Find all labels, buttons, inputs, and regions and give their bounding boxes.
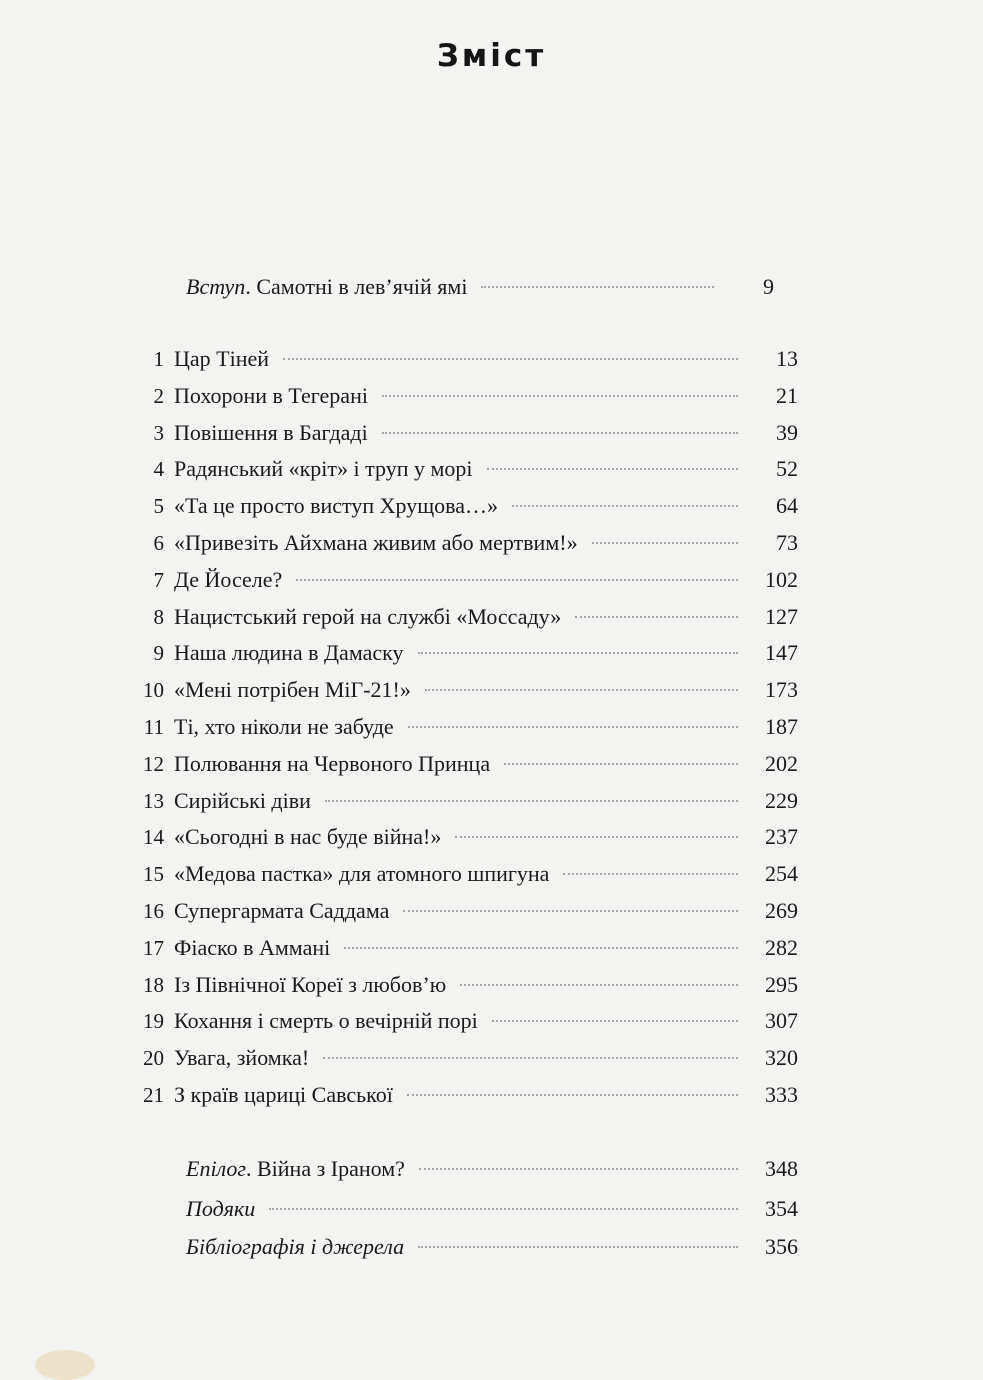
toc-entry-chapter[interactable] <box>136 749 798 779</box>
chapter-page-number: 269 <box>765 898 798 923</box>
toc-entry-back-matter[interactable] <box>148 1154 798 1184</box>
back-matter-page-number: 354 <box>765 1196 798 1221</box>
chapter-number: 9 <box>153 641 164 666</box>
dot-leader <box>418 1246 738 1248</box>
chapter-title: Цар Тіней <box>174 346 270 371</box>
toc-entry-chapter[interactable] <box>136 602 798 632</box>
chapter-page-number: 295 <box>765 971 798 997</box>
chapter-number: 2 <box>153 383 164 408</box>
chapter-page-number: 254 <box>765 861 798 887</box>
dot-leader <box>460 984 738 986</box>
chapter-number: 14 <box>143 825 164 850</box>
chapter-title: Нацистський герой на службі «Моссаду» <box>174 603 562 629</box>
toc-entry-back-matter[interactable] <box>148 1194 798 1224</box>
chapter-number: 1 <box>153 347 164 371</box>
toc-entry-back-matter[interactable] <box>148 1232 798 1262</box>
dot-leader <box>425 689 738 691</box>
chapter-number: 16 <box>143 899 164 923</box>
chapter-page-number: 102 <box>765 566 798 592</box>
dot-leader <box>504 763 738 765</box>
toc-entry-chapter[interactable] <box>136 381 798 411</box>
toc-entry-chapter[interactable] <box>136 859 798 889</box>
toc-entry-chapter[interactable] <box>136 344 798 374</box>
toc-entry-chapter[interactable] <box>136 1080 798 1110</box>
chapter-number: 3 <box>153 420 164 445</box>
dot-leader <box>408 726 738 728</box>
chapter-title: Увага, зйомка! <box>174 1045 310 1071</box>
chapter-title: Наша людина в Дамаску <box>174 640 404 666</box>
toc-entry-chapter[interactable] <box>136 528 798 558</box>
chapter-page-number: 39 <box>776 419 798 445</box>
back-matter-page-number: 348 <box>765 1156 798 1181</box>
dot-leader <box>382 395 738 397</box>
chapter-number: 15 <box>143 862 164 887</box>
chapter-number: 4 <box>153 457 164 482</box>
toc-entry-chapter[interactable] <box>136 1006 798 1036</box>
toc-entry-chapter[interactable] <box>136 638 798 668</box>
dot-leader <box>563 873 738 875</box>
back-matter-page-number: 356 <box>765 1234 798 1259</box>
chapter-number: 13 <box>143 788 164 813</box>
chapter-page-number: 187 <box>765 714 798 739</box>
chapter-page-number: 202 <box>765 750 798 776</box>
chapter-number: 21 <box>143 1083 164 1107</box>
chapter-page-number: 320 <box>765 1045 798 1071</box>
chapter-title: «Та це просто виступ Хрущова…» <box>174 493 499 519</box>
dot-leader <box>269 1208 738 1210</box>
chapter-title: Супергармата Саддама <box>174 898 390 923</box>
chapter-page-number: 13 <box>776 346 798 371</box>
chapter-number: 5 <box>153 494 164 519</box>
dot-leader <box>481 286 714 288</box>
dot-leader <box>403 910 738 912</box>
page-corner-stain <box>35 1350 95 1380</box>
toc-entry-chapter[interactable] <box>136 786 798 816</box>
chapter-number: 8 <box>153 604 164 629</box>
chapter-title: Кохання і смерть о вечірній порі <box>174 1008 478 1034</box>
dot-leader <box>512 505 738 507</box>
chapter-title: «Привезіть Айхмана живим або мертвим!» <box>174 530 578 555</box>
chapter-page-number: 64 <box>776 493 798 519</box>
chapter-title: Повішення в Багдаді <box>174 419 368 445</box>
toc-entry-chapter[interactable] <box>136 418 798 448</box>
toc-entry-chapter[interactable] <box>136 565 798 595</box>
chapter-title: Фіаско в Аммані <box>174 934 331 960</box>
intro-label: . Самотні в лев’ячій ямі <box>245 274 468 299</box>
chapter-page-number: 147 <box>765 640 798 666</box>
chapter-title: З країв цариці Савської <box>174 1082 393 1107</box>
toc-entry-chapter[interactable] <box>136 491 798 521</box>
dot-leader <box>418 652 739 654</box>
chapter-title: Полювання на Червоного Принца <box>174 750 491 776</box>
toc-entry-chapter[interactable] <box>136 970 798 1000</box>
page-title: Зміст <box>436 38 547 74</box>
dot-leader <box>575 616 738 618</box>
dot-leader <box>592 542 738 544</box>
chapter-page-number: 333 <box>765 1082 798 1107</box>
chapter-page-number: 237 <box>765 824 798 850</box>
chapter-page-number: 73 <box>776 530 798 555</box>
chapter-title: «Медова пастка» для атомного шпигуна <box>174 861 550 887</box>
chapter-page-number: 282 <box>765 934 798 960</box>
dot-leader <box>419 1168 738 1170</box>
toc-entry-chapter[interactable] <box>136 454 798 484</box>
dot-leader <box>492 1020 738 1022</box>
dot-leader <box>455 836 738 838</box>
chapter-number: 10 <box>143 678 164 703</box>
dot-leader <box>283 358 738 360</box>
chapter-title: «Мені потрібен МіГ-21!» <box>174 677 411 703</box>
back-matter-italic: Подяки <box>186 1196 256 1221</box>
chapter-number: 20 <box>143 1046 164 1071</box>
toc-entry-chapter[interactable] <box>136 712 798 742</box>
toc-entry-chapter[interactable] <box>136 822 798 852</box>
chapter-number: 19 <box>143 1009 164 1034</box>
chapter-title: Похорони в Тегерані <box>174 382 368 408</box>
dot-leader <box>296 579 738 581</box>
back-matter-italic: Епілог <box>186 1156 246 1181</box>
chapter-title: Радянський «кріт» і труп у морі <box>174 456 473 482</box>
chapter-number: 18 <box>143 972 164 997</box>
chapter-page-number: 229 <box>765 787 798 813</box>
chapter-title: «Сьогодні в нас буде війна!» <box>174 824 442 850</box>
chapter-page-number: 52 <box>776 456 798 482</box>
chapter-title: Ті, хто ніколи не забуде <box>174 714 394 739</box>
dot-leader <box>382 432 738 434</box>
back-matter-label: . Війна з Іраном? <box>246 1156 405 1181</box>
dot-leader <box>325 800 738 802</box>
toc-entry-chapter[interactable] <box>136 896 798 926</box>
chapter-number: 12 <box>143 751 164 776</box>
intro-page-number: 9 <box>763 274 774 299</box>
toc-entry-chapter[interactable] <box>136 933 798 963</box>
chapter-number: 6 <box>153 531 164 555</box>
chapter-page-number: 307 <box>765 1008 798 1034</box>
dot-leader <box>323 1057 738 1059</box>
chapter-title: Сирійські діви <box>174 787 311 813</box>
chapter-number: 7 <box>153 567 164 592</box>
intro-italic: Вступ <box>186 274 246 299</box>
chapter-number: 11 <box>143 715 164 739</box>
chapter-page-number: 21 <box>776 382 798 408</box>
dot-leader <box>344 947 738 949</box>
chapter-title: Де Йоселе? <box>174 566 283 592</box>
toc-entry-intro[interactable] <box>148 272 774 302</box>
back-matter-italic: Бібліографія і джерела <box>186 1234 405 1259</box>
dot-leader <box>487 468 738 470</box>
chapter-page-number: 127 <box>765 603 798 629</box>
chapter-page-number: 173 <box>765 677 798 703</box>
dot-leader <box>407 1094 738 1096</box>
chapter-title: Із Північної Кореї з любов’ю <box>174 971 447 997</box>
toc-entry-chapter[interactable] <box>136 675 798 705</box>
chapter-number: 17 <box>143 935 164 960</box>
toc-entry-chapter[interactable] <box>136 1043 798 1073</box>
